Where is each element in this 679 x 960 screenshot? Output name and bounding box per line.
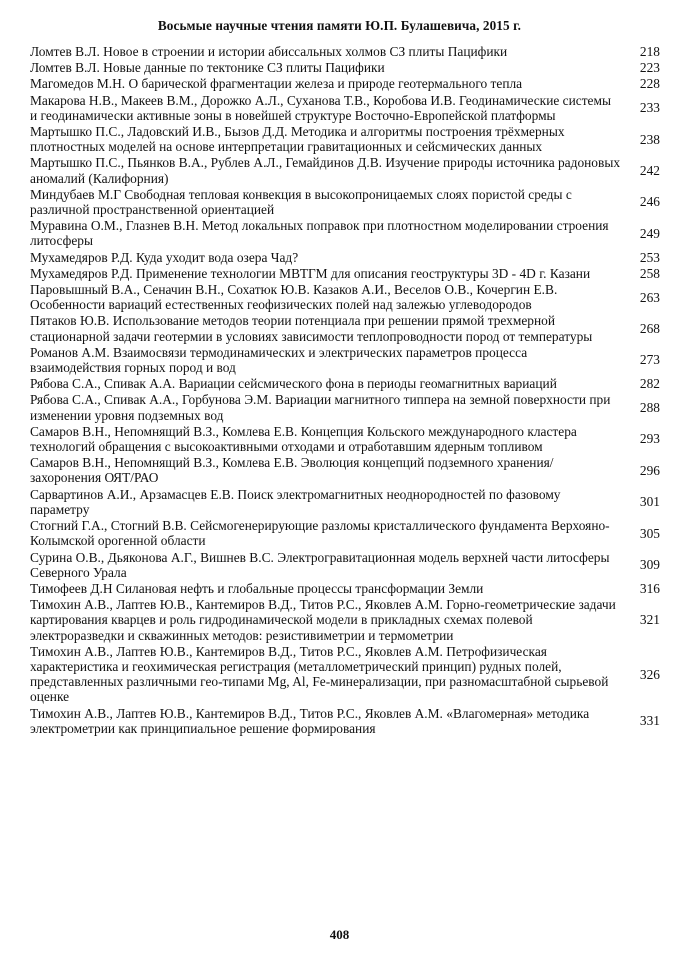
page-number: 408 (329, 927, 350, 942)
toc-entry (30, 518, 660, 548)
toc-entry-page: 223 (639, 60, 660, 76)
toc-entry (30, 581, 660, 596)
table-of-contents (30, 44, 660, 737)
toc-entry-title: Ломтев В.Л. Новое в строении и истории абиссальных холмов СЗ плиты Пацифики (30, 44, 508, 59)
toc-entry-title: Романов А.М. Взаимосвязи термодинамических и электрических параметров процесса взаимодействия горных пород и вод (30, 344, 528, 376)
toc-entry (30, 76, 660, 91)
toc-entry-page: 233 (639, 100, 660, 116)
toc-entry-title: Мартышко П.С., Пьянков В.А., Рублев А.Л., Гемайдинов Д.В. Изучение природы источника радоновых аномалий (Калифорния) (30, 155, 621, 186)
toc-entry-title: Рябова С.А., Спивак А.А. Вариации сейсмического фона в периоды геомагнитных вариаций (30, 376, 557, 392)
toc-entry-title: Миндубаев М.Г Свободная тепловая конвекция в высокопроницаемых слоях пористой среды с различной пространственной ориентацией (30, 186, 572, 218)
toc-entry (30, 93, 660, 123)
toc-entry-title: Тимофеев Д.Н Силановая нефть и глобальные процессы трансформации Земли (30, 580, 484, 596)
toc-entry-page: 301 (639, 494, 660, 510)
toc-entry-page: 253 (639, 249, 660, 265)
toc-entry-title: Муравина О.М., Глазнев В.Н. Метод локальных поправок при плотностном моделировании строения литосферы (30, 218, 609, 249)
toc-entry-page: 238 (639, 131, 660, 147)
toc-entry-page: 228 (639, 76, 660, 92)
toc-entry-title: Ломтев В.Л. Новые данные по тектонике СЗ плиты Пацифики (30, 60, 385, 76)
toc-entry (30, 345, 660, 375)
toc-entry (30, 60, 660, 75)
toc-entry (30, 487, 660, 517)
toc-entry (30, 313, 660, 343)
toc-entry-title: Магомедов М.Н. О барической фрагментации железа и природе геотермального тепла (30, 76, 523, 92)
toc-entry (30, 187, 660, 217)
toc-entry-page: 268 (639, 321, 660, 337)
toc-entry-page: 273 (639, 352, 660, 368)
toc-entry-page: 331 (639, 713, 660, 729)
toc-entry-title: Мухамедяров Р.Д. Применение технологии МВТГМ для описания геоструктуры 3D - 4D г. Казани (30, 265, 591, 281)
toc-entry-title: Пятаков Ю.В. Использование методов теории потенциала при решении прямой трехмерной стационарной задачи геотермии в условиях зависимости теплопроводности пород от температуры (30, 313, 593, 344)
toc-entry-title: Макарова Н.В., Макеев В.М., Дорожко А.Л., Суханова Т.В., Коробова И.В. Геодинамические системы и геодинамически активные зоны в новейшей структуре Восточно-Европейской платформы (30, 92, 611, 123)
toc-entry-title: Самаров В.Н., Непомнящий В.З., Комлева Е.В. Эволюция концепций подземного хранения/захоронения ОЯТ/РАО (30, 455, 554, 486)
toc-entry-page: 296 (639, 462, 660, 478)
toc-entry-page: 326 (639, 666, 660, 682)
toc-entry-page: 246 (639, 194, 660, 210)
toc-entry (30, 392, 660, 422)
page-header-title: Восьмые научные чтения памяти Ю.П. Булашевича, 2015 г. (157, 18, 522, 33)
toc-entry-page: 288 (639, 400, 660, 416)
toc-entry (30, 250, 660, 265)
toc-entry-title: Мухамедяров Р.Д. Куда уходит вода озера Чад? (30, 249, 299, 265)
toc-entry (30, 706, 660, 736)
toc-entry-page: 258 (639, 265, 660, 281)
toc-entry-page: 282 (639, 376, 660, 392)
toc-entry (30, 155, 660, 185)
toc-entry-page: 242 (639, 163, 660, 179)
toc-entry (30, 550, 660, 580)
toc-entry-page: 293 (639, 431, 660, 447)
toc-entry-page: 321 (639, 612, 660, 628)
toc-entry (30, 282, 660, 312)
toc-entry-title: Сарвартинов А.И., Арзамасцев Е.В. Поиск электромагнитных неоднородностей по фазовому параметру (30, 486, 561, 517)
toc-entry (30, 44, 660, 59)
toc-entry (30, 376, 660, 391)
toc-entry-title: Стогний Г.А., Стогний В.В. Сейсмогенерирующие разломы кристаллического фундамента Верхояно-Колымской орогенной области (30, 518, 610, 549)
toc-entry (30, 124, 660, 154)
toc-entry-page: 249 (639, 225, 660, 241)
toc-entry (30, 455, 660, 485)
toc-entry-title: Тимохин А.В., Лаптев Ю.В., Кантемиров В.Д., Титов Р.С., Яковлев А.М. Горно-геометрические задачи картирования кварцев и роль гидродинамической модели в прикладных схемах полевой электроразведки и скважинных методов: резистивиметрии и термометрии (30, 597, 616, 643)
toc-entry (30, 597, 660, 643)
toc-entry-title: Тимохин А.В., Лаптев Ю.В., Кантемиров В.Д., Титов Р.С., Яковлев А.М. «Влагомерная» методика электрометрии как принципиальное решение формирования (30, 705, 590, 736)
toc-entry-page: 218 (639, 44, 660, 59)
toc-entry-title: Мартышко П.С., Ладовский И.В., Бызов Д.Д. Методика и алгоритмы построения трёхмерных плотностных моделей на основе интерпретации гравитационных и сейсмических данных (30, 124, 565, 155)
toc-entry (30, 424, 660, 454)
toc-entry-page: 309 (639, 557, 660, 573)
toc-entry-title: Рябова С.А., Спивак А.А., Горбунова Э.М. Вариации магнитного типпера на земной поверхности при изменении уровня подземных вод (30, 392, 611, 423)
toc-entry-title: Самаров В.Н., Непомнящий В.З., Комлева Е.В. Концепция Кольского международного кластера технологий обращения с высокоактивными отходами и отработавшим ядерным топливом (30, 423, 577, 455)
toc-entry-page: 316 (639, 580, 660, 596)
toc-entry-page: 263 (639, 289, 660, 305)
toc-entry (30, 218, 660, 248)
toc-entry-page: 305 (639, 525, 660, 541)
toc-entry (30, 644, 660, 705)
toc-entry (30, 266, 660, 281)
toc-entry-title: Сурина О.В., Дьяконова А.Г., Вишнев В.С. Электрогравитационная модель верхней части литосферы Северного Урала (30, 549, 610, 580)
toc-entry-title: Паровышный В.А., Сеначин В.Н., Сохатюк Ю.В. Казаков А.И., Веселов О.В., Кочергин Е.В. Особенности вариаций естественных геофизических полей над залежью углеводородов (30, 282, 558, 313)
toc-entry-title: Тимохин А.В., Лаптев Ю.В., Кантемиров В.Д., Титов Р.С., Яковлев А.М. Петрофизическая характеристика и геохимическая регистрация (металлометрический принцип) рудных полей, представленных различными гео-типами Mg, Al, Fe-минерализации, при разномасштабной сырьевой оценке (30, 643, 609, 705)
